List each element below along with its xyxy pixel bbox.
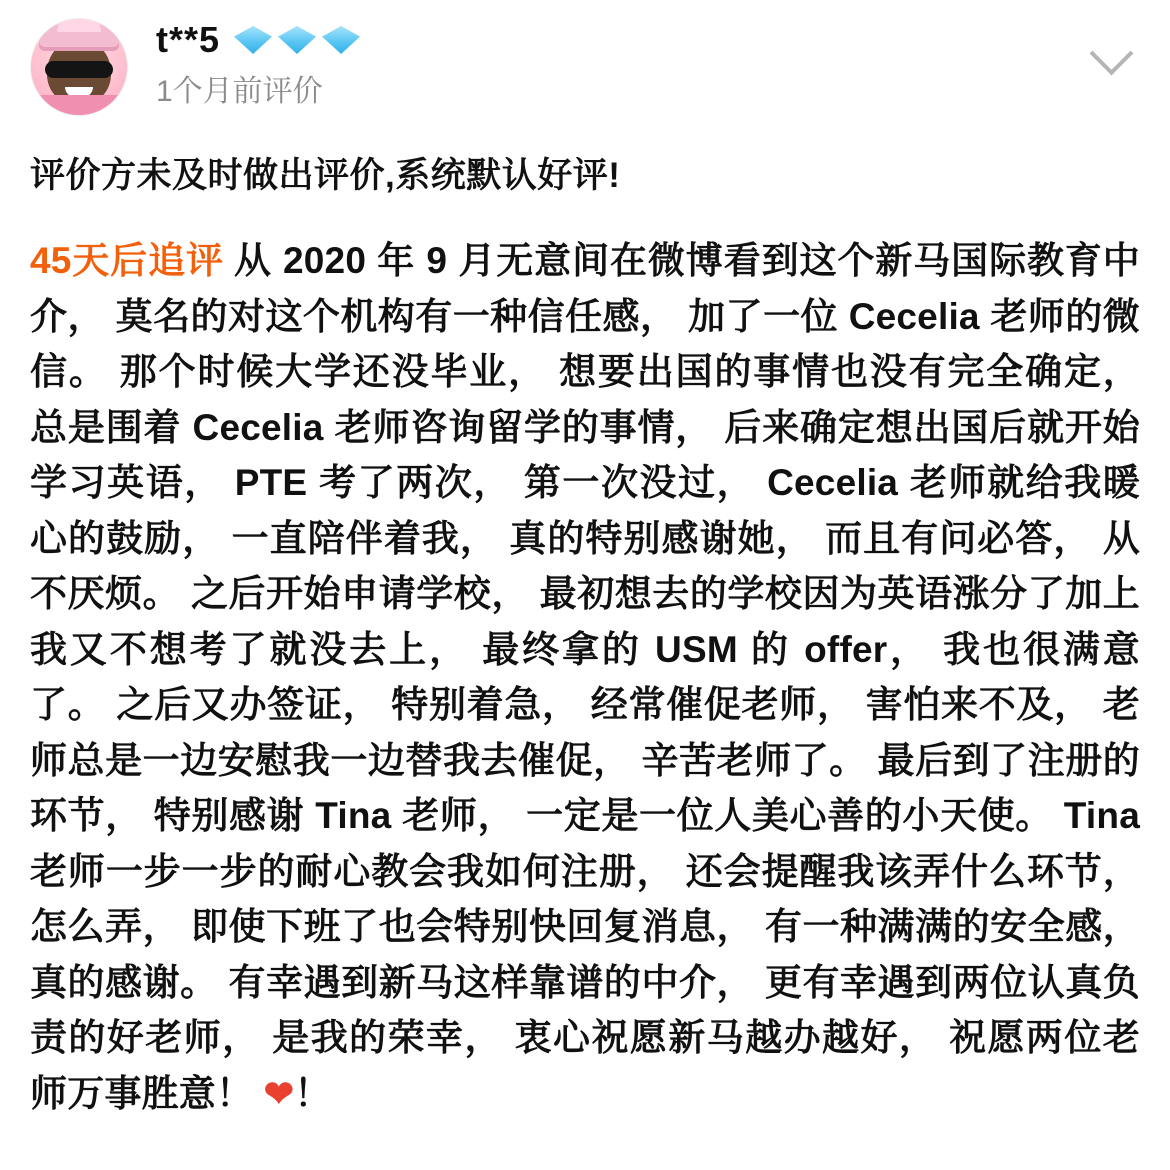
- append-review-tag: 45天后追评: [30, 240, 224, 282]
- name-row: [156, 14, 1086, 66]
- avatar[interactable]: [30, 18, 128, 116]
- avatar-collar: [31, 95, 127, 115]
- append-review-block: [30, 233, 1140, 1121]
- reviewer-username: t**5: [156, 19, 221, 60]
- avatar-sunglasses: [45, 61, 113, 78]
- append-review-suffix: ！: [294, 1072, 332, 1114]
- diamond-icon: [278, 26, 316, 54]
- diamond-icon: [234, 26, 272, 54]
- avatar-hat: [39, 25, 119, 51]
- rank-diamonds: [234, 26, 360, 54]
- reviewer-info: [156, 14, 1086, 110]
- first-comment-text: 评价方未及时做出评价,系统默认好评!: [30, 156, 621, 195]
- heart-emoji-icon: ❤: [263, 1072, 295, 1114]
- diamond-icon: [322, 26, 360, 54]
- review-header: [30, 14, 1140, 126]
- review-timestamp: 1个月前评价: [156, 75, 323, 108]
- append-review-text: 从 2020 年 9 月无意间在微博看到这个新马国际教育中介， 莫名的对这个机构有一种信任感， 加了一位 Cecelia 老师的微信。 那个时候大学还没毕业， 想要出国的事情也没有完全确定， 总是围着 Cecelia 老师咨询留学的事情， 后来确定想出国后就开始学习英语， PTE 考了两次， 第一次没过， Cecelia 老师就给我暖心的鼓励， 一直陪伴着我， 真的特别感谢她， 而且有问必答， 从不厌烦。 之后开始申请学校， 最初想去的学校因为英语涨分了加上我又不想考了就没去上， 最终拿的 USM 的 offer， 我也很满意了。 之后又办签证， 特别着急， 经常催促老师， 害怕来不及， 老师总是一边安慰我一边替我去催促， 辛苦老师了。 最后到了注册的环节， 特别感谢 Tina 老师， 一定是一位人美心善的小天使。 Tina 老师一步一步的耐心教会我如何注册， 还会提醒我该弄什么环节， 怎么弄， 即使下班了也会特别快回复消息， 有一种满满的安全感， 真的感谢。 有幸遇到新马这样靠谱的中介， 更有幸遇到两位认真负责的好老师， 是我的荣幸， 衷心祝愿新马越办越好， 祝愿两位老师万事胜意！: [30, 240, 1140, 1114]
- chevron-down-icon[interactable]: [1086, 24, 1140, 78]
